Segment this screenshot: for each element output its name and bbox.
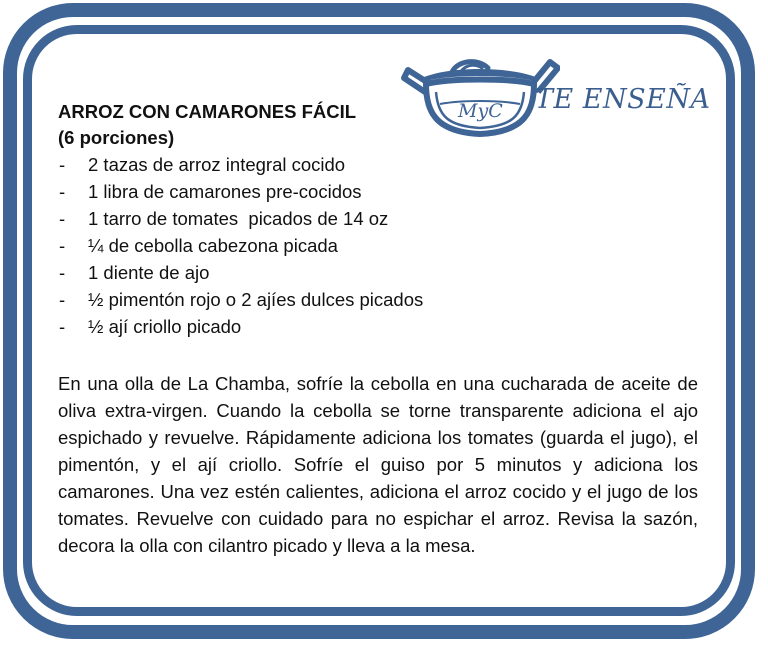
bullet-dash: - <box>59 289 66 310</box>
ingredient-text: 1 libra de camarones pre-cocidos <box>88 181 362 202</box>
ingredient-list <box>58 151 698 340</box>
bullet-dash: - <box>59 154 66 175</box>
ingredient-text: 2 tazas de arroz integral cocido <box>88 154 346 175</box>
ingredient-text: ¼ de cebolla cabezona picada <box>88 235 338 256</box>
ingredient-text: 1 diente de ajo <box>88 262 210 283</box>
brand-tagline: TE ENSEÑA <box>535 84 711 115</box>
bullet-dash: - <box>59 262 66 283</box>
bullet-dash: - <box>59 235 66 256</box>
bullet-dash: - <box>59 316 66 337</box>
ingredient-item <box>58 205 698 232</box>
ingredient-text: ½ ají criollo picado <box>88 316 242 337</box>
ingredient-text: ½ pimentón rojo o 2 ajíes dulces picados <box>88 289 424 310</box>
ingredient-text: 1 tarro de tomates picados de 14 oz <box>88 208 389 229</box>
bullet-dash: - <box>59 208 66 229</box>
ingredient-item <box>58 286 698 313</box>
logo-monogram: MyC <box>458 100 503 122</box>
ingredient-item <box>58 313 698 340</box>
recipe-servings: (6 porciones) <box>58 127 175 148</box>
recipe-title: ARROZ CON CAMARONES FÁCIL <box>58 101 357 122</box>
ingredient-item <box>58 232 698 259</box>
ingredient-item <box>58 151 698 178</box>
recipe-card <box>58 99 698 559</box>
ingredient-item <box>58 259 698 286</box>
bullet-dash: - <box>59 181 66 202</box>
ingredient-item <box>58 178 698 205</box>
recipe-instructions: En una olla de La Chamba, sofríe la cebolla en una cucharada de aceite de oliva extra-virgen. Cuando la cebolla se torne transparente adiciona el ajo espichado y revuelve. Rápidamente adiciona los tomates (guarda el jugo), el pimentón, y el ají criollo. Sofríe el guiso por 5 minutos y adiciona los camarones. Una vez estén calientes, adiciona el arroz cocido y el jugo de los tomates. Revuelve con cuidado para no espichar el arroz. Revisa la sazón, decora la olla con cilantro picado y lleva a la mesa. <box>58 373 698 556</box>
